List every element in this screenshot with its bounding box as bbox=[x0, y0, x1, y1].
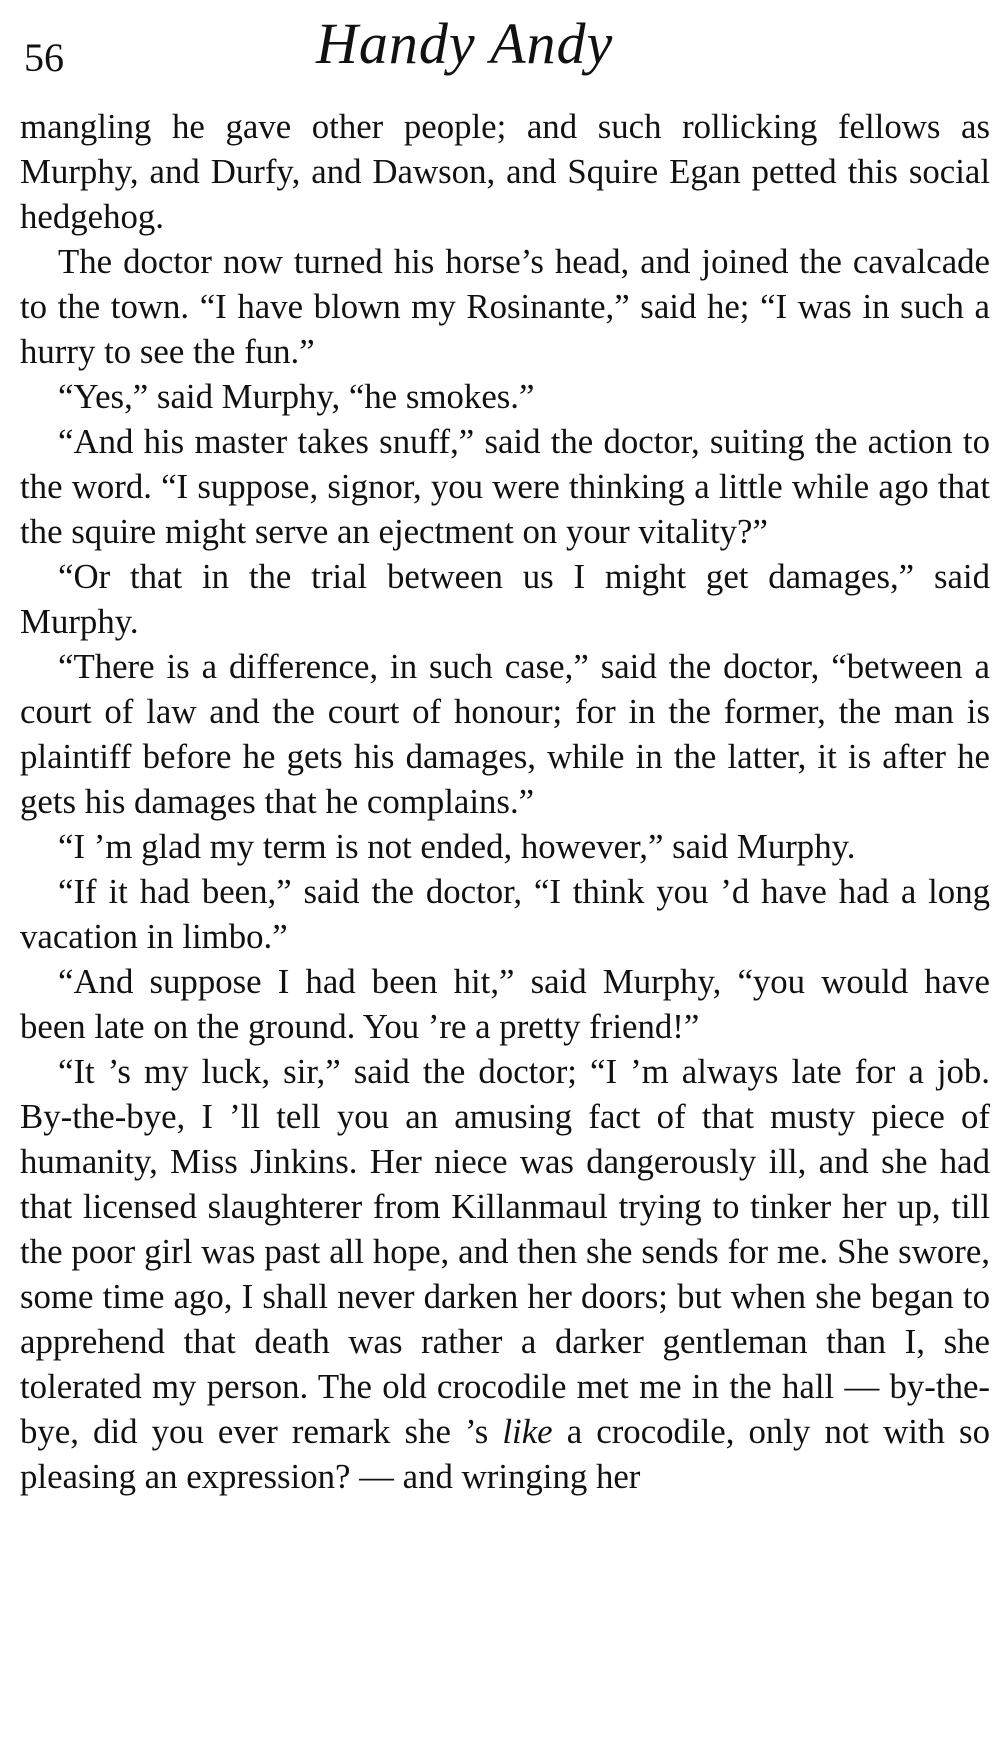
paragraph-10-text-before: “It ’s my luck, sir,” said the doctor; “I ’m always late for a job. By-the-bye, I ’ll tell you an amusing fact of that musty piece of humanity, Miss Jinkins. Her niece was dangerously ill, and she had that licensed slaughterer from Killanmaul trying to tinker her up, till the poor girl was past all hope, and then she sends for me. She swore, some time ago, I shall never darken her doors; but when she began to apprehend that death was rather a darker gentleman than I, she tolerated my person. The old crocodile met me in the hall — by-the-bye, did you ever remark she ’s bbox=[20, 1052, 990, 1451]
paragraph-2: The doctor now turned his horse’s head, and joined the cavalcade to the town. “I have blown my Rosinante,” said he; “I was in such a hurry to see the fun.” bbox=[20, 242, 990, 371]
paragraph-1: mangling he gave other people; and such rollicking fellows as Murphy, and Durfy, and Dawson, and Squire Egan petted this social hedgehog. bbox=[20, 107, 990, 236]
book-page bbox=[20, 12, 990, 1499]
paragraph-9: “And suppose I had been hit,” said Murphy, “you would have been late on the ground. You ’re a pretty friend!” bbox=[20, 962, 990, 1046]
paragraph-6: “There is a difference, in such case,” said the doctor, “between a court of law and the court of honour; for in the former, the man is plaintiff before he gets his damages, while in the latter, it is after he gets his damages that he complains.” bbox=[20, 647, 990, 821]
page-number: 56 bbox=[24, 35, 64, 80]
paragraph-4: “And his master takes snuff,” said the doctor, suiting the action to the word. “I suppose, signor, you were thinking a little while ago that the squire might serve an ejectment on your vitality?” bbox=[20, 422, 990, 551]
paragraph-7: “I ’m glad my term is not ended, however,” said Murphy. bbox=[58, 827, 856, 866]
paragraph-10-italic-word: like bbox=[502, 1412, 553, 1451]
paragraph-10 bbox=[20, 1049, 990, 1499]
body-text bbox=[20, 104, 990, 1499]
paragraph-10-text-after: a crocodile, only not with so pleasing an expression? — and wringing her bbox=[20, 1412, 990, 1496]
paragraph-8: “If it had been,” said the doctor, “I think you ’d have had a long vacation in limbo.” bbox=[20, 872, 990, 956]
running-title: Handy Andy bbox=[316, 11, 614, 76]
page-header bbox=[20, 12, 990, 104]
paragraph-5: “Or that in the trial between us I might get damages,” said Murphy. bbox=[20, 557, 990, 641]
paragraph-3: “Yes,” said Murphy, “he smokes.” bbox=[58, 377, 535, 416]
